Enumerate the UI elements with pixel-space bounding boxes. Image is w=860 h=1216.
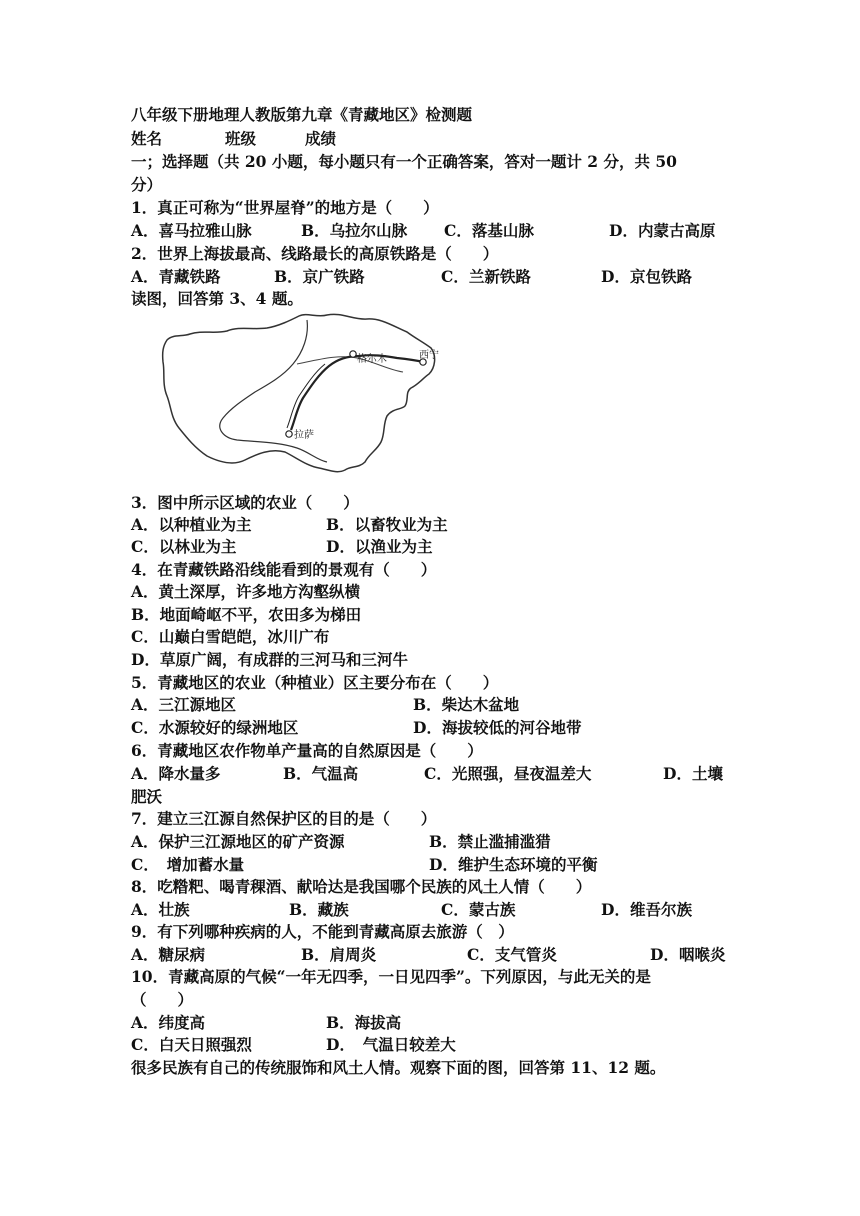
city-label: 拉萨 <box>294 430 314 441</box>
question-stem: 2．世界上海拔最高、线路最长的高原铁路是（ ） <box>131 244 499 263</box>
header-fields <box>131 128 337 150</box>
option: A．糖尿病 <box>131 945 206 964</box>
option: D． 气温日较差大 <box>326 1035 456 1054</box>
question-stem-cont: （ ） <box>131 990 194 1009</box>
option: B．肩周炎 <box>301 945 377 964</box>
option: D．以渔业为主 <box>326 537 433 556</box>
option: D．土壤 <box>663 764 723 783</box>
option: C．兰新铁路 <box>441 267 531 286</box>
option: C．水源较好的绿洲地区 <box>131 718 299 737</box>
question-options <box>131 717 582 739</box>
qinghai-tibet-map <box>157 312 442 487</box>
option: C．支气管炎 <box>467 945 557 964</box>
option: B．柴达木盆地 <box>413 695 520 714</box>
option: A．降水量多 <box>131 764 221 783</box>
city-label: 西宁 <box>419 350 439 361</box>
option: A．青藏铁路 <box>131 267 221 286</box>
inner-boundary <box>297 357 403 372</box>
option: A．以种植业为主 <box>131 515 252 534</box>
option: D．草原广阔，有成群的三河马和三河牛 <box>131 650 408 669</box>
option: C．山巅白雪皑皑，冰川广布 <box>131 627 330 646</box>
option: C．光照强，昼夜温差大 <box>424 764 592 783</box>
option: B．藏族 <box>289 900 349 919</box>
option: C． 增加蓄水量 <box>131 855 245 874</box>
option: B．海拔高 <box>326 1013 402 1032</box>
option: A．黄土深厚，许多地方沟壑纵横 <box>131 582 361 601</box>
question-options <box>131 514 448 536</box>
option: A．壮族 <box>131 900 190 919</box>
option: C．以林业为主 <box>131 537 237 556</box>
question-stem: 8．吃糌粑、喝青稞酒、献哈达是我国哪个民族的风土人情（ ） <box>131 877 592 896</box>
city-label: 格尔木 <box>357 354 387 365</box>
option: A．喜马拉雅山脉 <box>131 221 252 240</box>
option: B．以畜牧业为主 <box>326 515 448 534</box>
option: B．地面崎岖不平，农田多为梯田 <box>131 605 362 624</box>
option: A．纬度高 <box>131 1013 206 1032</box>
parallel-track <box>287 364 325 428</box>
option: D．海拔较低的河谷地带 <box>413 718 582 737</box>
question-options <box>131 899 692 921</box>
name-field: 姓名 <box>131 129 163 148</box>
option: B．禁止滥捕滥猎 <box>429 832 551 851</box>
question-options <box>131 763 723 785</box>
question-stem: 6．青藏地区农作物单产量高的自然原因是（ ） <box>131 741 483 760</box>
city-golmud-marker <box>350 351 356 357</box>
score-field: 成绩 <box>305 129 337 148</box>
question-stem: 5．青藏地区的农业（种植业）区主要分布在（ ） <box>131 673 499 692</box>
option: C．蒙古族 <box>441 900 516 919</box>
question-options <box>131 944 726 966</box>
qinghai-tibet-railway <box>291 355 423 430</box>
option: C．落基山脉 <box>444 221 534 240</box>
question-options <box>131 854 598 876</box>
option: B．京广铁路 <box>274 267 365 286</box>
option-continuation: 肥沃 <box>131 787 163 806</box>
class-field: 班级 <box>225 129 257 148</box>
section-heading-cont: 分） <box>131 175 163 194</box>
option: A．保护三江源地区的矿产资源 <box>131 832 345 851</box>
option: D．京包铁路 <box>601 267 692 286</box>
question-stem: 4．在青藏铁路沿线能看到的景观有（ ） <box>131 560 437 579</box>
option: D．内蒙古高原 <box>609 221 716 240</box>
question-stem: 9．有下列哪种疾病的人，不能到青藏高原去旅游（ ） <box>131 922 514 941</box>
option: B．乌拉尔山脉 <box>301 221 408 240</box>
document-title: 八年级下册地理人教版第九章《青藏地区》检测题 <box>131 105 473 124</box>
closing-instruction: 很多民族有自己的传统服饰和风土人情。观察下面的图，回答第 11、12 题。 <box>131 1058 666 1077</box>
question-options <box>131 220 716 242</box>
option: D．咽喉炎 <box>650 945 726 964</box>
question-options <box>131 694 520 716</box>
question-options <box>131 831 551 853</box>
option: C．白天日照强烈 <box>131 1035 252 1054</box>
question-options <box>131 266 692 288</box>
option: D．维护生态环境的平衡 <box>429 855 598 874</box>
question-options <box>131 536 433 558</box>
question-options <box>131 1034 456 1056</box>
option: D．维吾尔族 <box>601 900 692 919</box>
section-heading: 一；选择题（共 20 小题，每小题只有一个正确答案，答对一题计 2 分，共 50 <box>131 152 677 171</box>
question-stem: 10．青藏高原的气候“一年无四季，一日见四季”。下列原因，与此无关的是 <box>131 967 651 986</box>
question-options <box>131 1012 402 1034</box>
option: A．三江源地区 <box>131 695 237 714</box>
question-stem: 3．图中所示区域的农业（ ） <box>131 493 359 512</box>
map-intro: 读图，回答第 3、4 题。 <box>131 289 303 308</box>
question-stem: 7．建立三江源自然保护区的目的是（ ） <box>131 809 437 828</box>
option: B．气温高 <box>283 764 359 783</box>
city-lhasa-marker <box>286 431 292 437</box>
question-stem: 1．真正可称为“世界屋脊”的地方是（ ） <box>131 198 439 217</box>
